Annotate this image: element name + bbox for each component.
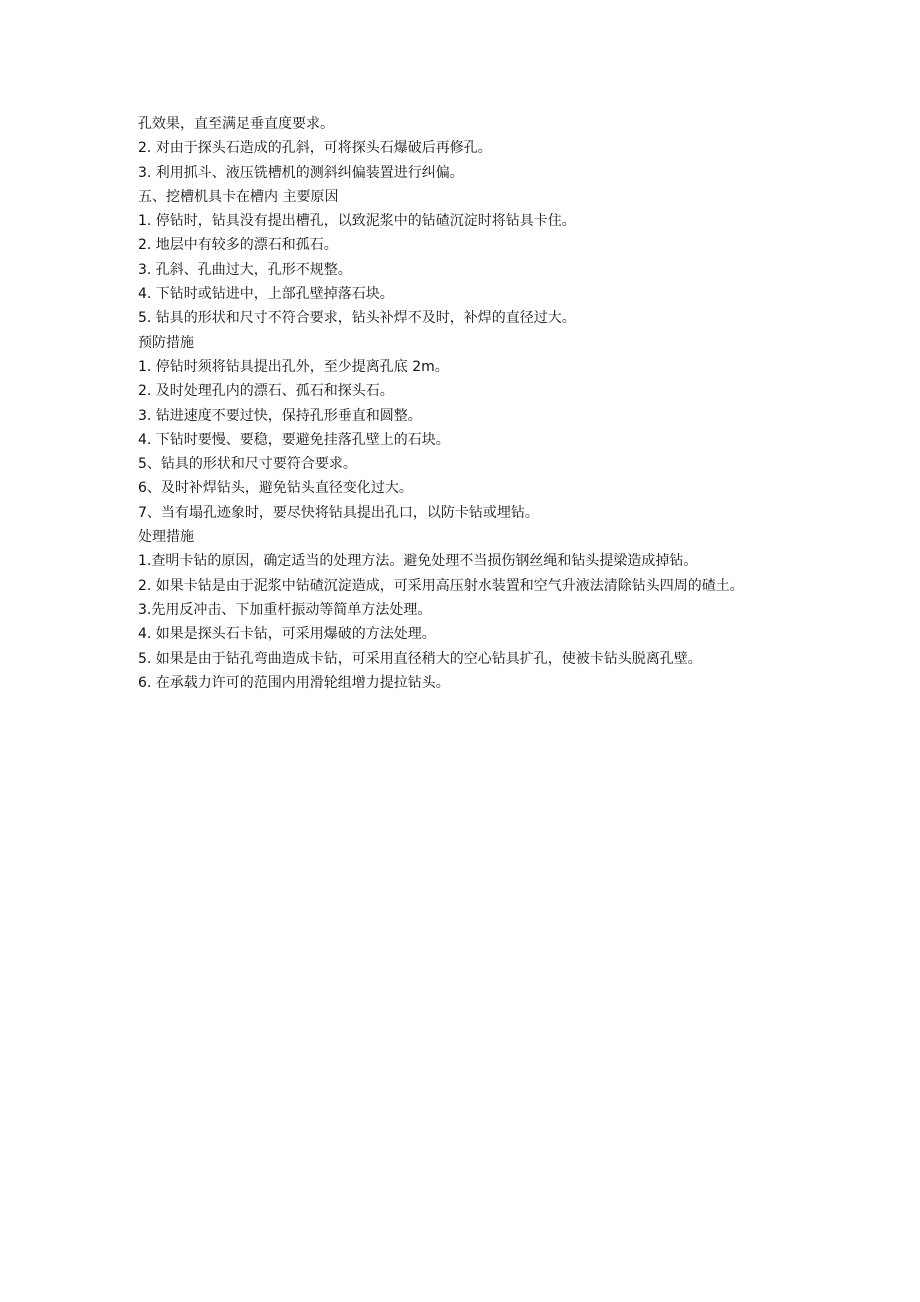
list-item: 5. 钻具的形状和尺寸不符合要求，钻头补焊不及时，补焊的直径过大。 [138, 310, 576, 327]
subsection-heading: 处理措施 [138, 529, 194, 546]
list-item: 1.查明卡钻的原因，确定适当的处理方法。避免处理不当损伤钢丝绳和钻头提梁造成掉钻。 [138, 553, 698, 570]
text-line-continuation: 孔效果，直至满足垂直度要求。 [138, 116, 334, 132]
list-item: 2. 及时处理孔内的漂石、孤石和探头石。 [138, 383, 394, 400]
list-item: 1. 停钻时，钻具没有提出槽孔，以致泥浆中的钻碴沉淀时将钻具卡住。 [138, 213, 576, 230]
list-item: 4. 如果是探头石卡钻，可采用爆破的方法处理。 [138, 626, 436, 643]
list-item: 6. 在承载力许可的范围内用滑轮组增力提拉钻头。 [138, 674, 450, 691]
list-item: 3.先用反冲击、下加重杆振动等简单方法处理。 [138, 601, 432, 618]
list-item: 6、及时补焊钻头，避免钻头直径变化过大。 [138, 480, 413, 497]
list-item: 3. 钻进速度不要过快，保持孔形垂直和圆整。 [138, 407, 422, 424]
list-item: 5、钻具的形状和尺寸要符合要求。 [138, 456, 357, 473]
list-item: 2. 地层中有较多的漂石和孤石。 [138, 237, 338, 254]
subsection-heading: 预防措施 [138, 334, 194, 351]
list-item: 4. 下钻时或钻进中，上部孔壁掉落石块。 [138, 286, 394, 303]
list-item: 2. 如果卡钻是由于泥浆中钻碴沉淀造成，可采用高压射水装置和空气升液法清除钻头四周的碴土。 [138, 577, 744, 594]
list-item: 4. 下钻时要慢、要稳，要避免挂落孔壁上的石块。 [138, 431, 450, 448]
list-item: 3. 孔斜、孔曲过大，孔形不规整。 [138, 261, 352, 278]
section-heading: 五、挖槽机具卡在槽内 主要原因 [138, 188, 339, 205]
list-item: 7、当有塌孔迹象时，要尽快将钻具提出孔口，以防卡钻或埋钻。 [138, 504, 539, 521]
list-item: 3. 利用抓斗、液压铣槽机的测斜纠偏装置进行纠偏。 [138, 164, 464, 181]
document-body [138, 112, 788, 695]
list-item: 5. 如果是由于钻孔弯曲造成卡钻，可采用直径稍大的空心钻具扩孔，使被卡钻头脱离孔壁。 [138, 650, 702, 667]
list-item: 1. 停钻时须将钻具提出孔外，至少提离孔底 2m。 [138, 358, 449, 375]
list-item: 2. 对由于探头石造成的孔斜，可将探头石爆破后再修孔。 [138, 140, 492, 157]
